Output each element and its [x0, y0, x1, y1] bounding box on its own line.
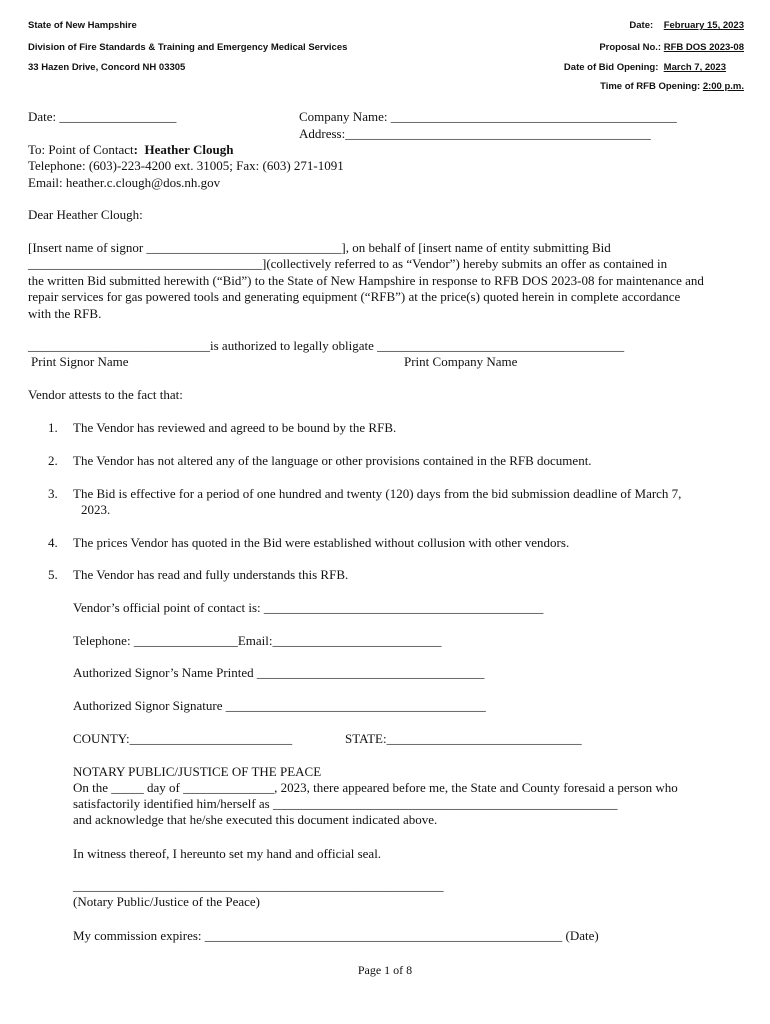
notary-line-2: satisfactorily identified him/herself as _____________________________________________________ — [73, 796, 618, 811]
authorized-line: ____________________________is authorized to legally obligate ______________________________________ — [28, 338, 625, 353]
header-date — [629, 20, 744, 31]
notary-line-3: and acknowledge that he/she executed this document indicated above. — [73, 812, 438, 827]
list-item-text: The Vendor has read and fully understands this RFB. — [73, 567, 349, 582]
paragraph-line-4: repair services for gas powered tools and generating equipment (“RFB”) at the price(s) quoted herein in complete accordance — [28, 289, 681, 304]
list-item-continuation: 2023. — [81, 502, 111, 517]
company-name-line: Company Name: ____________________________________________ — [299, 109, 677, 124]
county-line: COUNTY:_________________________ — [73, 731, 293, 746]
header-bid-opening-value: March 7, 2023 — [663, 62, 726, 73]
to-prefix: To: Point of Contact — [28, 142, 134, 157]
notary-title: NOTARY PUBLIC/JUSTICE OF THE PEACE — [73, 764, 322, 779]
list-item-number: 2. — [48, 453, 58, 468]
commission-expires-line: My commission expires: _______________________________________________________ (Date) — [73, 928, 599, 943]
header-date-value: February 15, 2023 — [663, 20, 744, 31]
notary-line-1: On the _____ day of ______________, 2023, there appeared before me, the State and County foresaid a person who — [73, 780, 678, 795]
agency-address: 33 Hazen Drive, Concord NH 03305 — [28, 62, 186, 73]
agency-name: State of New Hampshire — [28, 20, 137, 31]
list-item-number: 5. — [48, 567, 58, 582]
header-time-label: Time of RFB Opening: — [600, 81, 701, 92]
header-bid-opening-label: Date of Bid Opening: — [563, 62, 659, 73]
address-line: Address:_______________________________________________ — [299, 126, 651, 141]
page-number: Page 1 of 8 — [357, 963, 413, 977]
paragraph-line-3: the written Bid submitted herewith (“Bid”) to the State of New Hampshire in response to RFB DOS 2023-08 for maintenance and — [28, 273, 704, 288]
telephone-email-line: Telephone: ________________Email:__________________________ — [73, 633, 442, 648]
paragraph-line-2: ____________________________________](collectively referred to as “Vendor”) hereby submits an offer as contained in — [28, 256, 668, 271]
notary-signature-caption: (Notary Public/Justice of the Peace) — [73, 894, 260, 909]
phone-fax: Telephone: (603)-223-4200 ext. 31005; Fax: (603) 271-1091 — [28, 158, 344, 173]
witness-statement: In witness thereof, I hereunto set my hand and official seal. — [73, 846, 382, 861]
division-name: Division of Fire Standards & Training and Emergency Medical Services — [28, 42, 348, 53]
header-time — [600, 81, 744, 92]
list-item-number: 4. — [48, 535, 58, 550]
print-signor-caption: Print Signor Name — [31, 354, 129, 369]
official-contact-line: Vendor’s official point of contact is: ___________________________________________ — [73, 600, 544, 615]
state-line: STATE:______________________________ — [345, 731, 582, 746]
paragraph-line-1: [Insert name of signor ______________________________], on behalf of [insert name of entity submitting Bid — [28, 240, 611, 255]
list-item-text: The Vendor has reviewed and agreed to be bound by the RFB. — [73, 420, 397, 435]
point-of-contact — [28, 142, 233, 159]
contact-name: Heather Clough — [144, 142, 234, 157]
header-proposal-value: RFB DOS 2023-08 — [663, 42, 744, 53]
date-line: Date: __________________ — [28, 109, 177, 124]
list-item-text: The prices Vendor has quoted in the Bid were established without collusion with other vendors. — [73, 535, 570, 550]
header-proposal-label: Proposal No.: — [599, 42, 662, 53]
paragraph-line-5: with the RFB. — [28, 306, 102, 321]
header-time-value: 2:00 p.m. — [702, 81, 744, 92]
list-item-number: 1. — [48, 420, 58, 435]
header-proposal — [599, 42, 744, 53]
signor-signature-line: Authorized Signor Signature ________________________________________ — [73, 698, 486, 713]
list-item-number: 3. — [48, 486, 58, 501]
salutation: Dear Heather Clough: — [28, 207, 143, 222]
header-date-label: Date: — [629, 20, 654, 31]
contact-email: Email: heather.c.clough@dos.nh.gov — [28, 175, 221, 190]
print-company-caption: Print Company Name — [404, 354, 518, 369]
list-item-text: The Vendor has not altered any of the language or other provisions contained in the RFB document. — [73, 453, 592, 468]
attests-heading: Vendor attests to the fact that: — [28, 387, 183, 402]
header-bid-opening — [564, 62, 726, 73]
notary-signature-line: _________________________________________________________ — [73, 878, 444, 893]
to-colon: : — [133, 142, 138, 157]
list-item-text: The Bid is effective for a period of one hundred and twenty (120) days from the bid submission deadline of March 7, — [73, 486, 682, 501]
signor-name-line: Authorized Signor’s Name Printed ___________________________________ — [73, 665, 485, 680]
